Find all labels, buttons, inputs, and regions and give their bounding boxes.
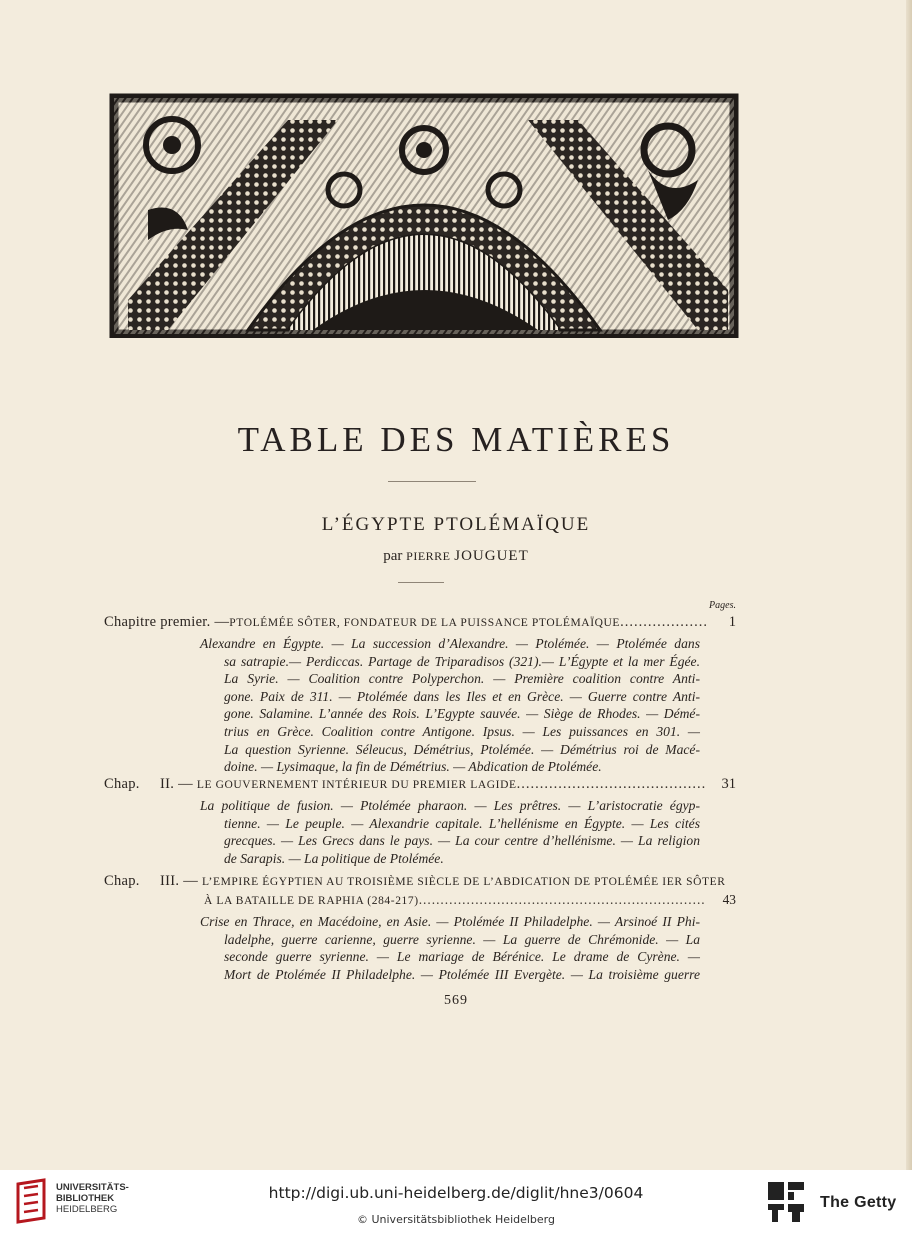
chapter-summary <box>200 913 700 983</box>
getty-label: The Getty <box>820 1194 897 1211</box>
library-name: UNIVERSITÄTS- BIBLIOTHEK HEIDELBERG <box>56 1182 129 1215</box>
author-rule <box>398 582 444 583</box>
chapter-number: III. — <box>160 873 202 889</box>
summary-line: tienne. — Le peuple. — Alexandrie capitale. L’hellénisme en Égypte. — Les cités <box>224 815 700 831</box>
summary-line: Alexandre en Égypte. — La succession d’Alexandre. — Ptolémée. — Ptolémée dans <box>200 636 700 651</box>
chapter-summary <box>200 797 700 867</box>
source-url-link[interactable]: http://digi.ub.uni-heidelberg.de/diglit/hne3/0604 <box>268 1184 644 1202</box>
author-last-name: JOUGUET <box>454 548 529 564</box>
chapter-heading: LE GOUVERNEMENT INTÉRIEUR DU PREMIER LAGIDE <box>196 779 517 791</box>
page-title: TABLE DES MATIÈRES <box>237 420 675 459</box>
summary-line: sa satrapie.— Perdiccas. Partage de Triparadisos (321).— L’Égypte et la mer Égée. <box>224 653 700 669</box>
summary-line: de Sarapis. — La politique de Ptolémée. <box>224 850 444 866</box>
author-line <box>0 548 912 565</box>
getty-logo-icon <box>766 1180 806 1224</box>
chapter-summary <box>200 635 700 776</box>
title-rule <box>388 481 476 482</box>
page-number: 43 <box>722 892 736 907</box>
chapter-heading: L’EMPIRE ÉGYPTIEN AU TROISIÈME SIÈCLE DE L’ABDICATION DE PTOLÉMÉE IER SÔTER <box>201 876 726 888</box>
chapter-label: Chapitre premier. — <box>104 614 230 630</box>
chapter-heading: PTOLÉMÉE SÔTER, FONDATEUR DE LA PUISSANCE PTOLÉMAÏQUE <box>229 617 621 629</box>
section-subtitle: L’ÉGYPTE PTOLÉMAÏQUE <box>321 514 591 535</box>
viewer-footer <box>0 1170 912 1236</box>
page-folio: 569 <box>444 993 468 1008</box>
chapter-label: Chap. <box>104 873 140 889</box>
summary-line: ladelphe, guerre carienne, guerre syrienne. — La guerre de Chrémonide. — La <box>224 931 700 947</box>
summary-line: gone. Salamine. L’année des Rois. L’Egypte sauvée. — Siège de Rhodes. — Démé- <box>224 706 700 722</box>
summary-line: seconde guerre syrienne. — Le mariage de Bérénice. Le drame de Cyrène. — <box>224 949 700 965</box>
entry-heading-continuation <box>104 892 736 911</box>
summary-line: La question Syrienne. Séleucus, Démétrius, Ptolémée. — Démétrius roi de Macé- <box>224 741 700 757</box>
summary-line: La politique de fusion. — Ptolémée pharaon. — Les prêtres. — L’aristocratie égyp- <box>200 798 700 813</box>
summary-line: Mort de Ptolémée II Philadelphe. — Ptolémée III Evergète. — La troisième guerre <box>224 966 700 982</box>
chapter-label: Chap. <box>104 776 140 792</box>
chapter-number: II. — <box>160 776 197 792</box>
chapter-heading-cont: À LA BATAILLE DE RAPHIA (284-217) <box>204 895 419 907</box>
pages-label: Pages. <box>709 600 736 611</box>
page-number: 1 <box>728 614 736 630</box>
page-number: 31 <box>721 776 736 792</box>
toc-entry <box>104 776 736 867</box>
summary-line: La Syrie. — Coalition contre Polyperchon. — Première coalition contre Anti- <box>224 671 700 687</box>
entry-heading-line <box>104 873 736 892</box>
toc-entry <box>104 873 736 983</box>
summary-line: doine. — Lysimaque, la fin de Démétrius. — Abdication de Ptolémée. <box>224 759 602 775</box>
dot-leader <box>517 776 706 793</box>
toc-entry <box>104 614 736 776</box>
dot-leader <box>419 892 706 908</box>
summary-line: gone. Paix de 311. — Ptolémée dans les Iles et en Grèce. — Guerre contre Anti- <box>224 688 700 704</box>
dot-leader <box>620 614 706 631</box>
summary-line: Crise en Thrace, en Macédoine, en Asie. — Ptolémée II Philadelphe. — Arsinoé II Phi- <box>200 914 700 929</box>
ornamental-headpiece <box>108 90 740 338</box>
summary-line: grecques. — Les Grecs dans le pays. — La cour centre d’hellénisme. — La religion <box>224 833 700 849</box>
author-first-name: PIERRE <box>406 549 451 563</box>
summary-line: trius en Grèce. Coalition contre Antigone. Ipsus. — Les puissances en 301. — <box>224 723 700 739</box>
copyright-notice: © Universitätsbibliothek Heidelberg <box>356 1213 555 1226</box>
entry-heading-line <box>104 614 736 633</box>
entry-heading-line <box>104 776 736 795</box>
author-prefix: par <box>383 548 403 564</box>
